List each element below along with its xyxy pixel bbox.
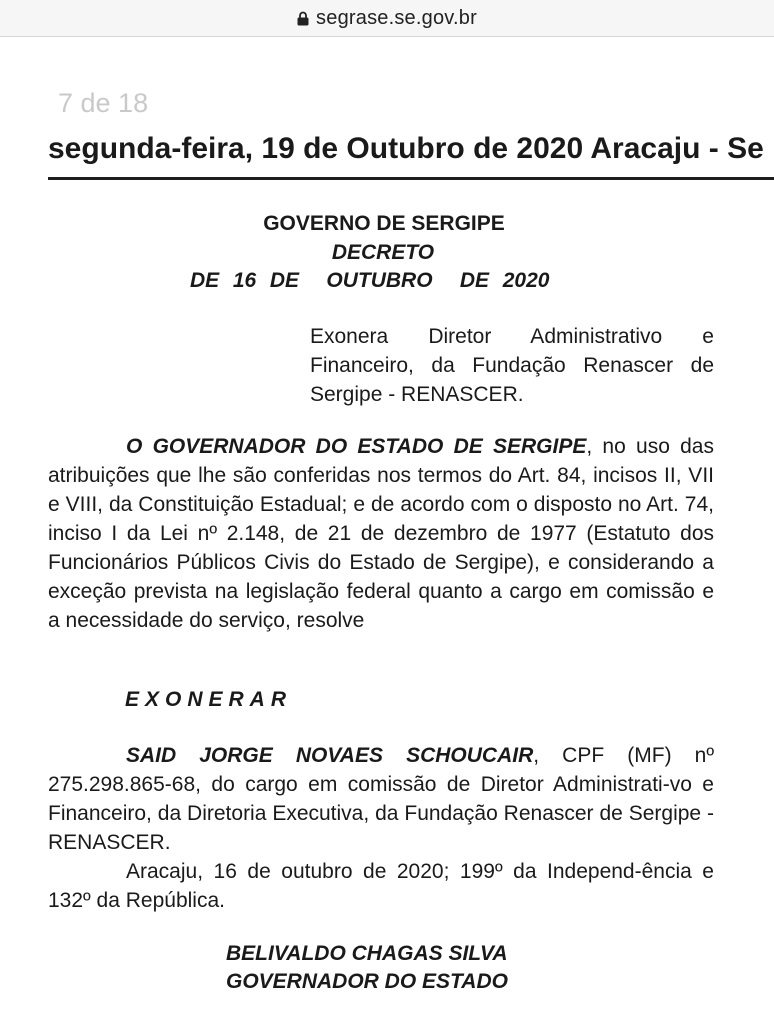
lock-icon	[297, 11, 309, 26]
edition-dateline: segunda-feira, 19 de Outubro de 2020 Aracaju - Se	[48, 132, 774, 180]
decree-ementa: Exonera Diretor Administrativo e Financeiro, da Fundação Renascer de Sergipe - RENASCER.	[310, 325, 714, 406]
person-name: SAID JORGE NOVAES SCHOUCAIR	[126, 744, 534, 767]
closing-paragraph: Aracaju, 16 de outubro de 2020; 199º da Independ-ência e 132º da República.	[48, 860, 714, 912]
government-heading: GOVERNO DE SERGIPE	[263, 212, 505, 235]
page-indicator: 7 de 18	[58, 88, 149, 118]
signatory-name: BELIVALDO CHAGAS SILVA	[226, 942, 508, 965]
dismissal-paragraph	[48, 741, 714, 857]
preamble-paragraph	[48, 432, 714, 635]
preamble-text: , no uso das atribuições que lhe são conferidas nos termos do Art. 84, incisos II, VII e VIII, da Constituição Estadual; e de acordo com o disposto no Art. 74, inciso I da Lei nº 2.148, de 21 de dezembro de 1977 (Estatuto dos Funcionários Públicos Civis do Estado de Sergipe), e considerando a exceção prevista na legislação federal quanto a cargo em comissão e a necessidade do serviço, resolve	[48, 435, 714, 632]
person-text: , CPF (MF) nº 275.298.865-68, do cargo em comissão de Diretor Administrati-vo e Financeiro, da Diretoria Executiva, da Fundação Renascer de Sergipe - RENASCER.	[48, 744, 714, 854]
url-text[interactable]: segrase.se.gov.br	[316, 6, 477, 29]
signatory-title: GOVERNADOR DO ESTADO	[226, 970, 508, 993]
decree-heading: DECRETO	[331, 241, 435, 264]
address-bar[interactable]	[0, 0, 774, 37]
decree-date: DE 16 DE OUTUBRO DE 2020	[190, 269, 550, 292]
preamble-lead: O GOVERNADOR DO ESTADO DE SERGIPE	[126, 435, 587, 458]
action-heading: EXONERAR	[125, 688, 293, 711]
